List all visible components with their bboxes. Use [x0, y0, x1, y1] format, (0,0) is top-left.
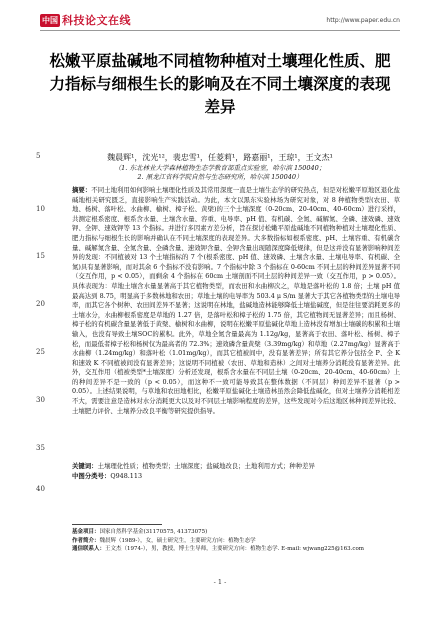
clc-label: 中图分类号： [72, 472, 111, 480]
line-number: 10 [36, 205, 45, 213]
abstract-label: 摘要： [72, 186, 92, 194]
keywords-text: 土壤理化性质；植物类型；土壤深度；盐碱地改良；土地利用方式；种种差异 [97, 462, 315, 470]
site-url[interactable]: http://www.paper.edu.cn [326, 16, 400, 24]
abstract-text: 不同土地利用如何影响土壤理化性质及其常用深度一直是土壤生态学的研究热点，但是对松嫩平原地区退化盐碱地相关研究匮乏，直接影响生产实践活动。为此，本文以黑东实验林场为研究对象，对 8 种植物类型(农田、草地、杨树、落叶松、水曲柳、榆树、樟子松、黄檗)的三个土壤深度（0-20cm、20-40cm、40-60cm）进行采样，共测定根系密度、根系含水量、土壤含水量、容重、电导率、pH 值、有机碳、全氮、碱解氮、全磷、速效磷、速效钾、全钾、速效钾等 13 个指标。并进行多因素方差分析，旨在探讨松嫩平原盐碱地不同植物种植对土壤理化性质、肥力指标与细根生长的影响并确认在不同土壤深度的表现差异。大多数指标如根系密度、pH、土壤容重、有机碳含量、碱解氮含量、全氮含量、全磷含量、速效钾含量、全钾含量出现随深度降低规律，但是这并没有显著影响种间差异的发现：不同植被对 13 个土壤指标的 7 个(根系密度、pH 值、速效磷、土壤含水量、土壤电导率、有机碳、全氮)具有显著影响，而对其余 6 个指标不没有影响。7 个指标中除 3 个指标在 0-60cm 不同土层的种间差异显著不同（交互作用，p < 0.05），而剩余 4 个指标在 60cm 土壤剖面不同土层的种间差异一致（交互作用，p > 0.05）。具体表现为：草地土壤含水量显著高于其它植物类型，而农田和水曲柳次之，草地是落叶松的 1.8 倍；土壤 pH 值最高达到 8.75，明显高于多数林地和农田；草地土壤的电导率为 503.4 μ S/m 显著大于其它各植物类型的土壤电导率，而其它各个树种、农田间差异不显著；这说明在林地，盐碱地造林能够降低土壤盐碱度，但是往往要消耗更多的土壤水分，水曲柳根系密度是草地的 1.27 倍，是落叶松和樟子松的 1.75 倍，其它植物间无显著差异；而且杨树、樟子松的有机碳含量显著低于黄檗、榆树和水曲柳，说明在松嫩平原盐碱化草地上造林没有增加土壤碳的积累和土壤输入，也没有导致土壤SOC的累积。此外，草地全氮含量最高为 1.12g/kg，显著高于农田、落叶松、杨树、樟子松，而最低者樟子松和杨树仅为最高者的 72.3%；速效磷含量黄檗（3.39mg/kg）和草地（2.27mg/kg）显著高于水曲柳（1.24mg/kg）和落叶松（1.01mg/kg），而其它植被间中，没有显著差异；所有其它养分包括全 P、全 K 和速效 K 不同植被间没有显著差异；这说明不同植被（农田、草地和造林）之间对土壤养分消耗没有显著差异。此外，交互作用（植被类型*土壤深度）分析还发现，根系含水量在不同层土壤（0-20cm、20-40cm、40-60cm）上的种间差异不是一致的（p < 0.05），而这种不一致可能导致其在整体数据（不同层）种间差异不显著（p > 0.05）。上述结果说明，与草地和农田地相比，松嫩平原盐碱化土壤造林虽然会降低盐碱化，但对土壤养分消耗相差不大，需要注意是造林对水分消耗更大以及对不同层土壤影响程度的差异，这些发现对今后这地区林种间差异比较、土壤肥力评价、土壤养分改良平衡等研究提供指导。 [72, 186, 400, 415]
author-text: 魏晨辉（1989-），女，硕士研究生，主要研究方向：植物生态学 [99, 537, 256, 544]
line-number: 20 [36, 300, 45, 308]
line-number: 15 [36, 252, 45, 260]
paper-title: 松嫩平原盐碱地不同植物种植对土壤理化性质、肥力指标与细根生长的影响及在不同土壤深度的表现差异 [49, 52, 391, 116]
brand[interactable] [40, 12, 131, 28]
affiliation-line-2: 2. 黑龙江省科学院自然与生态研究所，哈尔滨 150040） [137, 173, 303, 181]
line-number: 35 [36, 444, 45, 452]
line-number: 40 [36, 485, 45, 493]
clc-value: Q948.113 [110, 472, 143, 480]
fund-label: 基金项目： [72, 529, 100, 535]
keywords-label: 关键词： [72, 462, 98, 470]
line-number: 5 [36, 152, 41, 160]
footnote-fund [72, 528, 400, 537]
author-label: 作者简介： [72, 537, 100, 544]
line-number: 30 [36, 396, 45, 404]
footnotes [72, 528, 400, 554]
footnote-author [72, 537, 400, 546]
keywords [72, 462, 400, 472]
site-header [40, 10, 400, 31]
footnote-divider [72, 524, 162, 525]
affiliation-line-1: （1. 东北林业大学森林植物生态学教育部重点实验室，哈尔滨 150040； [114, 164, 326, 172]
paper-authors: 魏晨辉¹，沈光¹²，裴忠雪¹，任菱莉¹，路嘉丽¹，王琼¹，王文杰¹ [107, 153, 333, 162]
brand-name: 科技论文在线 [62, 14, 131, 27]
line-number: 25 [36, 348, 45, 356]
abstract [72, 186, 400, 416]
fund-text: 国家自然科学基金(31170575, 41373075) [99, 529, 208, 535]
corresponding-label: 通信联系人： [72, 546, 106, 552]
classification-number [72, 472, 400, 482]
page-number: - 1 - [213, 578, 227, 586]
paper-affiliation [60, 164, 380, 182]
footnote-corresponding [72, 545, 400, 554]
corresponding-text: 王文杰（1974-），男，教授，博士生导师，主要研究方向：植物生态学. E-mail: wjwang225@163.com [105, 546, 365, 552]
brand-logo: 中国 [42, 15, 58, 25]
